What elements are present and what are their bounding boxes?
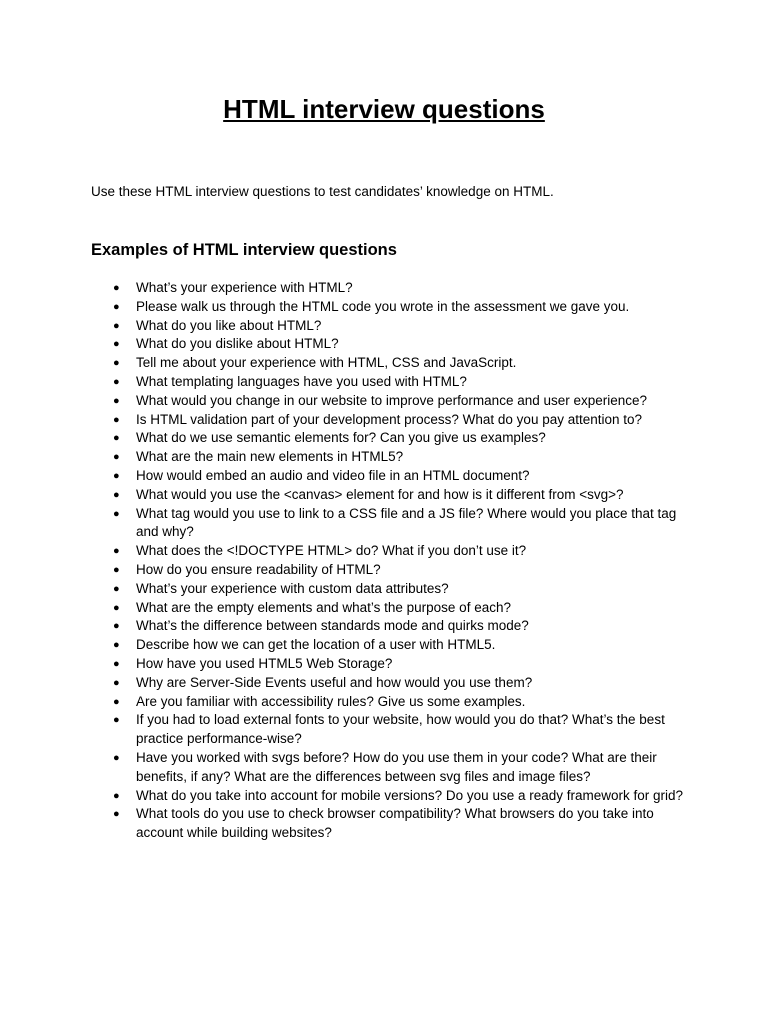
list-item [0,617,768,636]
question-text: Have you worked with svgs before? How do you use them in your code? What are their benefits, if any? What are the differences between svg files and image files? [136,749,657,784]
question-text: What’s your experience with HTML? [136,280,353,295]
list-item [0,486,768,505]
document-title: HTML interview questions [223,94,545,124]
question-text: What do you like about HTML? [136,317,322,333]
question-text: What are the main new elements in HTML5? [136,449,404,465]
question-text: What are the empty elements and what’s the purpose of each? [136,599,511,615]
bullet-icon: ● [113,639,120,652]
question-text: Tell me about your experience with HTML, CSS and JavaScript. [136,355,517,371]
bullet-icon: ● [113,545,120,558]
bullet-icon: ● [113,488,120,501]
bullet-icon: ● [113,413,120,426]
bullet-icon: ● [113,789,120,802]
bullet-icon: ● [113,808,120,821]
list-item [0,542,768,561]
bullet-icon: ● [113,620,120,633]
question-text: What tools do you use to check browser compatibility? What browsers do you take into account while building websites? [136,806,654,841]
list-item [0,505,768,543]
bullet-icon: ● [113,563,120,576]
question-text: How do you ensure readability of HTML? [136,561,381,577]
bullet-icon: ● [113,714,120,727]
list-item [0,429,768,448]
question-text: What would you use the <canvas> element for and how is it different from <svg>? [136,486,624,502]
list-item [0,636,768,655]
list-item [0,655,768,674]
list-item [0,335,768,354]
list-item [0,580,768,599]
list-item [0,279,768,298]
bullet-icon: ● [113,338,120,351]
section-heading: Examples of HTML interview questions [91,241,397,259]
question-text: Why are Server-Side Events useful and how would you use them? [136,674,533,690]
question-text: Describe how we can get the location of a user with HTML5. [136,637,496,653]
list-item [0,711,768,749]
question-text: What’s your experience with custom data attributes? [136,580,449,596]
question-text: Please walk us through the HTML code you wrote in the assessment we gave you. [136,298,630,314]
question-text: If you had to load external fonts to your website, how would you do that? What’s the best practice performance-wise? [136,712,665,747]
question-text: What tag would you use to link to a CSS file and a JS file? Where would you place that tag and why? [136,505,677,540]
question-text: Is HTML validation part of your development process? What do you pay attention to? [136,411,643,427]
question-text: How have you used HTML5 Web Storage? [136,655,393,671]
question-text: What does the <!DOCTYPE HTML> do? What if you don’t use it? [136,543,527,559]
question-text: What do you take into account for mobile versions? Do you use a ready framework for grid? [136,787,684,803]
bullet-icon: ● [113,582,120,595]
bullet-icon: ● [113,282,120,294]
list-item [0,749,768,787]
list-item [0,693,768,712]
bullet-icon: ● [113,394,120,407]
bullet-icon: ● [113,507,120,520]
bullet-icon: ● [113,469,120,482]
bullet-icon: ● [113,676,120,689]
list-item [0,599,768,618]
question-text: How would embed an audio and video file in an HTML document? [136,467,530,483]
question-list [0,279,768,843]
question-text: What’s the difference between standards mode and quirks mode? [136,618,529,634]
list-item [0,448,768,467]
bullet-icon: ● [113,300,120,313]
bullet-icon: ● [113,451,120,464]
list-item [0,411,768,430]
question-text: What would you change in our website to improve performance and user experience? [136,392,648,408]
bullet-icon: ● [113,601,120,614]
question-text: What templating languages have you used with HTML? [136,373,467,389]
list-item [0,467,768,486]
bullet-icon: ● [113,695,120,708]
list-item [0,787,768,806]
list-item [0,805,768,843]
bullet-icon: ● [113,432,120,445]
question-text: Are you familiar with accessibility rules? Give us some examples. [136,693,526,709]
bullet-icon: ● [113,375,120,388]
bullet-icon: ● [113,357,120,370]
question-text: What do we use semantic elements for? Can you give us examples? [136,430,546,446]
list-item [0,298,768,317]
list-item [0,354,768,373]
intro-paragraph: Use these HTML interview questions to test candidates’ knowledge on HTML. [91,184,554,199]
bullet-icon: ● [113,319,120,332]
list-item [0,561,768,580]
question-text: What do you dislike about HTML? [136,336,339,352]
list-item [0,392,768,411]
list-item [0,674,768,693]
bullet-icon: ● [113,751,120,764]
list-item [0,317,768,336]
list-item [0,373,768,392]
bullet-icon: ● [113,657,120,670]
